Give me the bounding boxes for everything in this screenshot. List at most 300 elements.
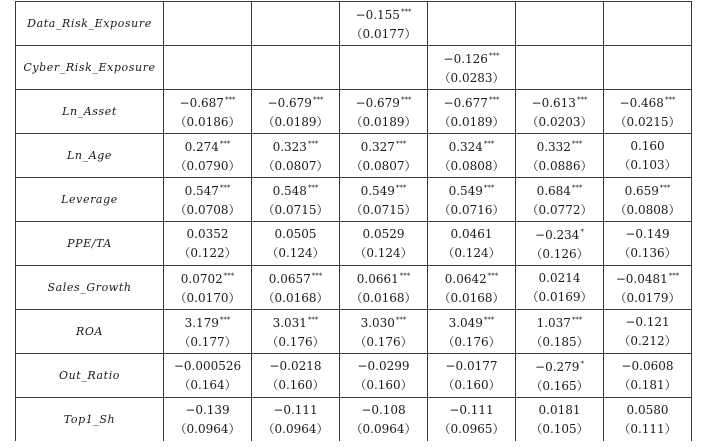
standard-error: （0.0964） bbox=[262, 421, 329, 436]
standard-error: （0.165） bbox=[530, 379, 589, 393]
estimate-cell bbox=[516, 398, 604, 442]
coefficient: −0.111 bbox=[273, 402, 318, 417]
coefficient: −0.0177 bbox=[445, 358, 498, 373]
coefficient: 0.0181 bbox=[538, 402, 581, 417]
standard-error: （0.185） bbox=[530, 335, 589, 349]
estimate-block bbox=[340, 90, 427, 133]
estimate-cell bbox=[428, 46, 516, 90]
coefficient: −0.126 bbox=[443, 52, 488, 66]
coefficient-line bbox=[445, 267, 499, 289]
estimate-block bbox=[604, 178, 691, 221]
estimate-block bbox=[604, 398, 691, 441]
standard-error: （0.164） bbox=[178, 377, 237, 392]
coefficient: −0.000526 bbox=[173, 358, 242, 373]
coefficient-line bbox=[449, 401, 493, 420]
estimate-cell bbox=[428, 178, 516, 222]
estimate-cell bbox=[252, 46, 340, 90]
standard-error: （0.0169） bbox=[526, 289, 593, 304]
estimate-block bbox=[516, 134, 603, 177]
estimate-cell bbox=[516, 222, 604, 266]
coefficient: 0.549 bbox=[448, 184, 483, 198]
standard-error: （0.0964） bbox=[350, 421, 417, 436]
coefficient: 3.030 bbox=[360, 316, 395, 330]
coefficient: −0.121 bbox=[625, 314, 670, 329]
coefficient: 0.0461 bbox=[450, 226, 493, 241]
estimate-block bbox=[340, 266, 427, 309]
significance-stars: *** bbox=[571, 316, 583, 324]
estimate-cell bbox=[340, 46, 428, 90]
estimate-cell bbox=[164, 90, 252, 134]
coefficient: 0.547 bbox=[184, 184, 219, 198]
estimate-cell bbox=[252, 354, 340, 398]
significance-stars: *** bbox=[571, 140, 583, 148]
standard-error: （0.0170） bbox=[174, 291, 241, 305]
significance-stars: *** bbox=[395, 184, 407, 192]
estimate-cell bbox=[340, 354, 428, 398]
estimate-block bbox=[428, 266, 515, 309]
standard-error: （0.0716） bbox=[438, 203, 505, 217]
estimate-block bbox=[428, 46, 515, 89]
variable-name: ROA bbox=[16, 310, 164, 354]
standard-error: （0.176） bbox=[266, 335, 325, 349]
standard-error: （0.0772） bbox=[526, 203, 593, 217]
coefficient: 0.0214 bbox=[538, 270, 581, 285]
coefficient: −0.0218 bbox=[269, 358, 322, 373]
variable-name: Sales_Growth bbox=[16, 266, 164, 310]
estimate-block bbox=[516, 398, 603, 441]
coefficient-line bbox=[357, 357, 409, 376]
variable-name: Out_Ratio bbox=[16, 354, 164, 398]
estimate-cell bbox=[428, 222, 516, 266]
standard-error: （0.160） bbox=[266, 377, 325, 392]
coefficient-line bbox=[187, 225, 229, 244]
coefficient-line bbox=[445, 357, 497, 376]
coefficient: −0.613 bbox=[531, 96, 576, 110]
standard-error: （0.176） bbox=[442, 335, 501, 349]
standard-error: （0.124） bbox=[354, 245, 413, 260]
coefficient-line bbox=[273, 401, 317, 420]
coefficient-line bbox=[449, 179, 495, 201]
standard-error: （0.0808） bbox=[438, 159, 505, 173]
standard-error: （0.103） bbox=[618, 157, 677, 172]
estimate-block bbox=[428, 222, 515, 265]
variable-name: Ln_Age bbox=[16, 134, 164, 178]
estimate-block bbox=[252, 310, 339, 353]
coefficient: 0.323 bbox=[272, 140, 307, 154]
estimate-cell bbox=[604, 310, 692, 354]
standard-error: （0.111） bbox=[618, 421, 677, 436]
estimate-cell bbox=[252, 178, 340, 222]
coefficient: 0.684 bbox=[536, 184, 571, 198]
estimate-cell bbox=[340, 2, 428, 46]
estimate-block bbox=[340, 398, 427, 441]
significance-stars: *** bbox=[307, 140, 319, 148]
standard-error: （0.0179） bbox=[614, 291, 681, 305]
coefficient-line bbox=[444, 47, 500, 69]
estimate-block bbox=[164, 90, 251, 133]
coefficient: 0.332 bbox=[536, 140, 571, 154]
standard-error: （0.0189） bbox=[350, 115, 417, 129]
coefficient: 0.0505 bbox=[274, 226, 317, 241]
significance-stars: *** bbox=[488, 96, 500, 104]
estimate-block bbox=[428, 398, 515, 441]
significance-stars: *** bbox=[312, 96, 324, 104]
standard-error: （0.126） bbox=[530, 247, 589, 261]
significance-stars: *** bbox=[311, 272, 323, 280]
estimate-cell bbox=[604, 178, 692, 222]
estimate-cell bbox=[516, 134, 604, 178]
coefficient-line bbox=[356, 91, 412, 113]
significance-stars: *** bbox=[223, 272, 235, 280]
significance-stars: *** bbox=[488, 52, 500, 60]
coefficient-line bbox=[268, 91, 324, 113]
estimate-cell bbox=[516, 46, 604, 90]
coefficient-line bbox=[537, 179, 583, 201]
significance-stars: *** bbox=[483, 140, 495, 148]
estimate-cell bbox=[428, 354, 516, 398]
coefficient: −0.0608 bbox=[621, 358, 674, 373]
standard-error: （0.0807） bbox=[350, 159, 417, 173]
coefficient: 0.659 bbox=[624, 184, 659, 198]
estimate-cell bbox=[340, 90, 428, 134]
estimate-block bbox=[164, 178, 251, 221]
estimate-block bbox=[516, 266, 603, 309]
significance-stars: *** bbox=[399, 272, 411, 280]
coefficient-line bbox=[363, 225, 405, 244]
coefficient-line bbox=[535, 223, 584, 245]
estimate-cell bbox=[340, 266, 428, 310]
coefficient: −0.139 bbox=[185, 402, 230, 417]
coefficient: 0.327 bbox=[360, 140, 395, 154]
coefficient: −0.149 bbox=[625, 226, 670, 241]
estimate-block bbox=[604, 310, 691, 353]
estimate-cell bbox=[340, 310, 428, 354]
coefficient: −0.279 bbox=[535, 360, 580, 374]
coefficient-line bbox=[535, 355, 584, 377]
estimate-cell bbox=[164, 178, 252, 222]
coefficient-line bbox=[449, 135, 495, 157]
significance-stars: * bbox=[580, 228, 584, 236]
standard-error: （0.181） bbox=[618, 377, 677, 392]
variable-name: Cyber_Risk_Exposure bbox=[16, 46, 164, 90]
estimate-block bbox=[164, 398, 251, 441]
coefficient-line bbox=[539, 401, 581, 420]
estimate-cell bbox=[252, 266, 340, 310]
estimate-cell bbox=[252, 222, 340, 266]
estimate-block bbox=[252, 134, 339, 177]
standard-error: （0.0708） bbox=[174, 203, 241, 217]
coefficient: 0.0661 bbox=[356, 272, 399, 286]
coefficient: 0.160 bbox=[630, 138, 665, 153]
significance-stars: *** bbox=[224, 96, 236, 104]
estimate-block bbox=[340, 354, 427, 397]
estimate-cell bbox=[164, 354, 252, 398]
standard-error: （0.0215） bbox=[614, 115, 681, 129]
standard-error: （0.0715） bbox=[350, 203, 417, 217]
estimate-cell bbox=[516, 2, 604, 46]
regression-results-table bbox=[15, 1, 692, 441]
coefficient-line bbox=[273, 179, 319, 201]
estimate-cell bbox=[516, 90, 604, 134]
estimate-cell bbox=[340, 178, 428, 222]
estimate-cell bbox=[604, 398, 692, 442]
significance-stars: *** bbox=[571, 184, 583, 192]
coefficient: 1.037 bbox=[536, 316, 571, 330]
estimate-cell bbox=[252, 398, 340, 442]
estimate-cell bbox=[340, 134, 428, 178]
estimate-cell bbox=[164, 310, 252, 354]
estimate-cell bbox=[164, 266, 252, 310]
coefficient-line bbox=[444, 91, 500, 113]
table-row bbox=[16, 46, 692, 90]
standard-error: （0.0177） bbox=[350, 27, 417, 41]
standard-error: （0.124） bbox=[442, 245, 501, 260]
coefficient: −0.108 bbox=[361, 402, 406, 417]
estimate-block bbox=[428, 310, 515, 353]
coefficient-line bbox=[185, 135, 231, 157]
table-row bbox=[16, 398, 692, 442]
estimate-block bbox=[604, 90, 691, 133]
estimate-cell bbox=[252, 90, 340, 134]
coefficient-line bbox=[361, 179, 407, 201]
estimate-cell bbox=[164, 134, 252, 178]
estimate-block bbox=[252, 90, 339, 133]
estimate-block bbox=[604, 222, 691, 265]
coefficient: 0.548 bbox=[272, 184, 307, 198]
estimate-cell bbox=[340, 398, 428, 442]
standard-error: （0.176） bbox=[354, 335, 413, 349]
estimate-block bbox=[164, 222, 251, 265]
coefficient-line bbox=[361, 311, 407, 333]
standard-error: （0.136） bbox=[618, 245, 677, 260]
coefficient-line bbox=[537, 135, 583, 157]
estimate-cell bbox=[252, 2, 340, 46]
coefficient: 0.0580 bbox=[626, 402, 669, 417]
table-row bbox=[16, 354, 692, 398]
coefficient: −0.679 bbox=[355, 96, 400, 110]
coefficient-line bbox=[616, 267, 680, 289]
standard-error: （0.0790） bbox=[174, 159, 241, 173]
estimate-cell bbox=[252, 134, 340, 178]
coefficient-line bbox=[356, 3, 412, 25]
estimate-cell bbox=[604, 90, 692, 134]
standard-error: （0.160） bbox=[354, 377, 413, 392]
coefficient: 0.0529 bbox=[362, 226, 405, 241]
table-row bbox=[16, 134, 692, 178]
standard-error: （0.0168） bbox=[438, 291, 505, 305]
estimate-cell bbox=[516, 178, 604, 222]
significance-stars: *** bbox=[219, 140, 231, 148]
estimate-cell bbox=[516, 310, 604, 354]
coefficient-line bbox=[361, 401, 405, 420]
significance-stars: *** bbox=[668, 272, 680, 280]
standard-error: （0.177） bbox=[178, 335, 237, 349]
coefficient-line bbox=[180, 91, 236, 113]
standard-error: （0.0283） bbox=[438, 71, 505, 85]
coefficient-line bbox=[627, 401, 669, 420]
coefficient-line bbox=[269, 357, 321, 376]
estimate-block bbox=[516, 354, 603, 397]
significance-stars: *** bbox=[483, 316, 495, 324]
coefficient-line bbox=[185, 311, 231, 333]
standard-error: （0.105） bbox=[530, 421, 589, 436]
estimate-cell bbox=[604, 266, 692, 310]
estimate-block bbox=[428, 178, 515, 221]
standard-error: （0.0808） bbox=[614, 203, 681, 217]
estimate-cell bbox=[604, 354, 692, 398]
estimate-cell bbox=[252, 310, 340, 354]
standard-error: （0.0186） bbox=[174, 115, 241, 129]
coefficient-line bbox=[539, 269, 581, 288]
significance-stars: *** bbox=[219, 316, 231, 324]
estimate-block bbox=[428, 134, 515, 177]
standard-error: （0.0203） bbox=[526, 115, 593, 129]
estimate-block bbox=[516, 310, 603, 353]
estimate-block bbox=[252, 398, 339, 441]
coefficient-line bbox=[273, 311, 319, 333]
estimate-cell bbox=[428, 266, 516, 310]
estimate-block bbox=[604, 134, 691, 177]
estimate-cell bbox=[428, 310, 516, 354]
coefficient: −0.687 bbox=[179, 96, 224, 110]
standard-error: （0.0807） bbox=[262, 159, 329, 173]
coefficient-line bbox=[275, 225, 317, 244]
coefficient-line bbox=[630, 137, 664, 156]
standard-error: （0.160） bbox=[442, 377, 501, 392]
table-row bbox=[16, 2, 692, 46]
coefficient-line bbox=[532, 91, 588, 113]
variable-name: PPE/TA bbox=[16, 222, 164, 266]
significance-stars: *** bbox=[395, 140, 407, 148]
estimate-cell bbox=[604, 46, 692, 90]
estimate-cell bbox=[164, 398, 252, 442]
significance-stars: *** bbox=[307, 316, 319, 324]
significance-stars: *** bbox=[487, 272, 499, 280]
variable-name: Leverage bbox=[16, 178, 164, 222]
standard-error: （0.122） bbox=[178, 245, 237, 260]
estimate-cell bbox=[164, 46, 252, 90]
standard-error: （0.0886） bbox=[526, 159, 593, 173]
standard-error: （0.0715） bbox=[262, 203, 329, 217]
variable-name: Top1_Sh bbox=[16, 398, 164, 442]
standard-error: （0.0964） bbox=[174, 421, 241, 436]
table-row bbox=[16, 310, 692, 354]
estimate-cell bbox=[428, 2, 516, 46]
estimate-cell bbox=[516, 354, 604, 398]
coefficient: −0.468 bbox=[619, 96, 664, 110]
coefficient-line bbox=[269, 267, 323, 289]
estimate-block bbox=[164, 134, 251, 177]
estimate-cell bbox=[164, 2, 252, 46]
coefficient-line bbox=[181, 267, 235, 289]
coefficient: 0.324 bbox=[448, 140, 483, 154]
significance-stars: *** bbox=[400, 8, 412, 16]
coefficient: 0.0352 bbox=[186, 226, 229, 241]
coefficient: 3.031 bbox=[272, 316, 307, 330]
estimate-block bbox=[428, 354, 515, 397]
coefficient-line bbox=[273, 135, 319, 157]
standard-error: （0.0168） bbox=[262, 291, 329, 305]
coefficient: 3.179 bbox=[184, 316, 219, 330]
significance-stars: *** bbox=[400, 96, 412, 104]
significance-stars: *** bbox=[576, 96, 588, 104]
coefficient-line bbox=[625, 179, 671, 201]
estimate-cell bbox=[604, 2, 692, 46]
estimate-cell bbox=[604, 134, 692, 178]
standard-error: （0.0189） bbox=[438, 115, 505, 129]
coefficient: −0.0481 bbox=[615, 272, 668, 286]
estimate-cell bbox=[428, 90, 516, 134]
estimate-block bbox=[428, 90, 515, 133]
table-row bbox=[16, 178, 692, 222]
significance-stars: *** bbox=[219, 184, 231, 192]
estimate-block bbox=[340, 222, 427, 265]
variable-name: Data_Risk_Exposure bbox=[16, 2, 164, 46]
standard-error: （0.212） bbox=[618, 333, 677, 348]
estimate-block bbox=[340, 134, 427, 177]
table-row bbox=[16, 266, 692, 310]
significance-stars: *** bbox=[307, 184, 319, 192]
coefficient: 0.0657 bbox=[268, 272, 311, 286]
standard-error: （0.124） bbox=[266, 245, 325, 260]
coefficient: −0.234 bbox=[535, 228, 580, 242]
variable-name: Ln_Asset bbox=[16, 90, 164, 134]
estimate-block bbox=[164, 266, 251, 309]
estimate-cell bbox=[428, 398, 516, 442]
estimate-block bbox=[252, 178, 339, 221]
standard-error: （0.0189） bbox=[262, 115, 329, 129]
coefficient: 3.049 bbox=[448, 316, 483, 330]
table-row bbox=[16, 90, 692, 134]
coefficient: −0.111 bbox=[449, 402, 494, 417]
coefficient-line bbox=[537, 311, 583, 333]
estimate-cell bbox=[340, 222, 428, 266]
coefficient: −0.0299 bbox=[357, 358, 410, 373]
estimate-cell bbox=[164, 222, 252, 266]
coefficient-line bbox=[357, 267, 411, 289]
estimate-block bbox=[340, 178, 427, 221]
standard-error: （0.0168） bbox=[350, 291, 417, 305]
significance-stars: *** bbox=[395, 316, 407, 324]
coefficient: 0.0702 bbox=[180, 272, 223, 286]
estimate-block bbox=[340, 310, 427, 353]
coefficient-line bbox=[449, 311, 495, 333]
coefficient: −0.679 bbox=[267, 96, 312, 110]
table-row bbox=[16, 222, 692, 266]
coefficient-line bbox=[185, 401, 229, 420]
standard-error: （0.0965） bbox=[438, 421, 505, 436]
coefficient-line bbox=[620, 91, 676, 113]
estimate-block bbox=[252, 354, 339, 397]
coefficient-line bbox=[174, 357, 241, 376]
significance-stars: *** bbox=[664, 96, 676, 104]
coefficient: −0.677 bbox=[443, 96, 488, 110]
coefficient: 0.274 bbox=[184, 140, 219, 154]
estimate-block bbox=[516, 222, 603, 265]
coefficient: 0.549 bbox=[360, 184, 395, 198]
estimate-cell bbox=[516, 266, 604, 310]
coefficient-line bbox=[361, 135, 407, 157]
significance-stars: *** bbox=[659, 184, 671, 192]
estimate-block bbox=[604, 354, 691, 397]
estimate-block bbox=[252, 222, 339, 265]
coefficient: 0.0642 bbox=[444, 272, 487, 286]
coefficient-line bbox=[625, 225, 669, 244]
estimate-block bbox=[164, 310, 251, 353]
estimate-block bbox=[516, 178, 603, 221]
estimate-block bbox=[516, 90, 603, 133]
coefficient-line bbox=[621, 357, 673, 376]
